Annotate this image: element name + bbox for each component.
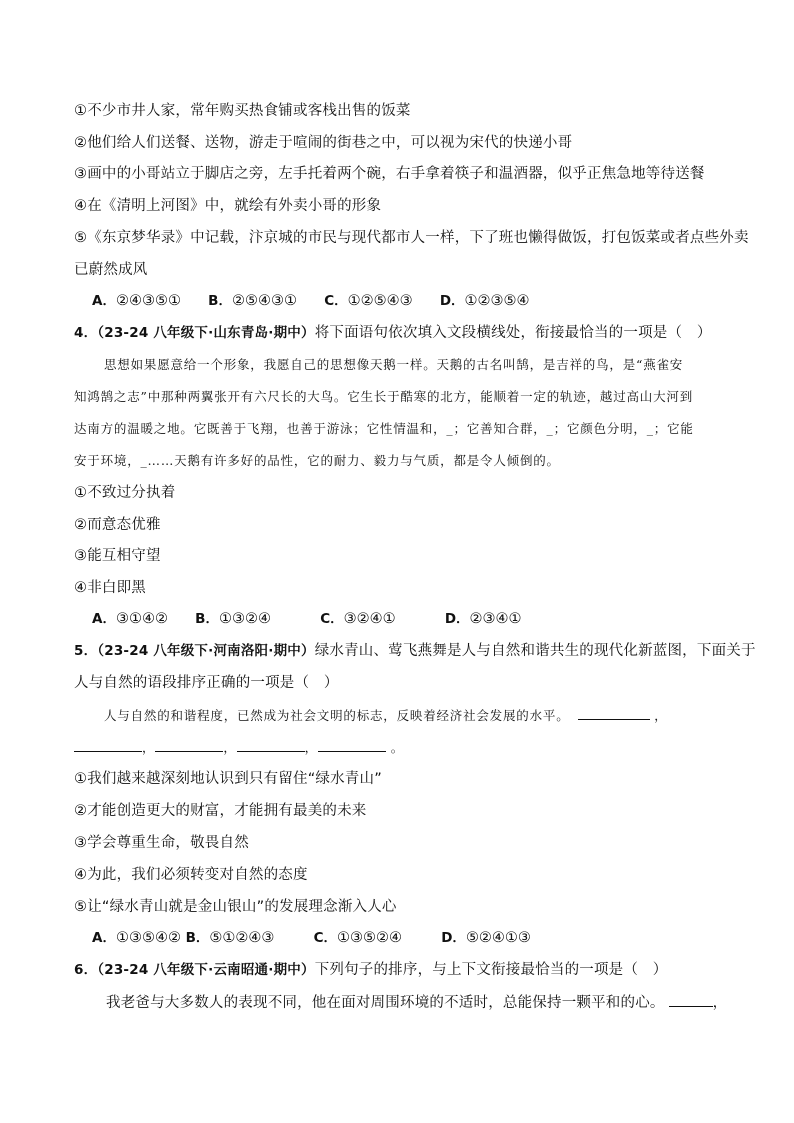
q5-item-3: ③学会尊重生命，敬畏自然 bbox=[74, 835, 249, 851]
q6-stem bbox=[74, 960, 668, 980]
q3-choice-d[interactable]: D．①②③⑤④ bbox=[439, 293, 530, 309]
q5-stem bbox=[74, 641, 756, 661]
q4-choice-a[interactable]: A．③①④② bbox=[92, 611, 168, 627]
q5-source: （23-24 八年级下·河南洛阳·期中） bbox=[97, 643, 315, 659]
q4-choice-c[interactable]: C．③②④① bbox=[320, 611, 396, 627]
q3-item-5: ⑤《东京梦华录》中记载，汴京城的市民与现代都市人一样，下了班也懒得做饭，打包饭菜或者点些外卖 bbox=[74, 230, 749, 246]
q6-question: 下列句子的排序，与上下文衔接最恰当的一项是（ ） bbox=[314, 962, 668, 978]
q5-blank-4[interactable] bbox=[237, 737, 305, 752]
q3-item-1: ①不少市井人家，常年购买热食铺或客栈出售的饭菜 bbox=[74, 103, 411, 119]
q5-passage: 人与自然的和谐程度，已然成为社会文明的标志，反映着经济社会发展的水平。 ， bbox=[104, 705, 668, 726]
q5-blank-1[interactable] bbox=[578, 705, 650, 720]
q4-passage-line-4: 安于环境，_……天鹅有许多好的品性，它的耐力、毅力与气质，都是令人倾倒的。 bbox=[74, 453, 560, 468]
q5-blanks-row: ， ， ， 。 bbox=[74, 737, 404, 758]
q5-item-1: ①我们越来越深刻地认识到只有留住“绿水青山” bbox=[74, 771, 382, 787]
q4-item-3: ③能互相守望 bbox=[74, 548, 161, 564]
q5-stem-continued: 人与自然的语段排序正确的一项是（ ） bbox=[74, 675, 339, 691]
q5-choice-c[interactable]: C．①③⑤②④ bbox=[313, 930, 402, 946]
q5-choice-d[interactable]: D．⑤②④①③ bbox=[441, 930, 531, 946]
q5-choices bbox=[92, 928, 531, 948]
q5-choice-b[interactable]: B．⑤①②④③ bbox=[185, 930, 275, 946]
q5-blank-5[interactable] bbox=[318, 737, 386, 752]
q4-passage-line-1: 思想如果愿意给一个形象，我愿自己的思想像天鹅一样。天鹅的古名叫鹄，是吉祥的鸟，是“燕雀安 bbox=[104, 357, 684, 372]
q6-source: （23-24 八年级下·云南昭通·期中） bbox=[97, 962, 315, 978]
q3-item-3: ③画中的小哥站立于脚店之旁，左手托着两个碗，右手拿着筷子和温酒器，似乎正焦急地等待送餐 bbox=[74, 166, 705, 182]
q3-choices bbox=[92, 291, 530, 311]
q3-choice-a[interactable]: A．②④③⑤① bbox=[92, 293, 181, 309]
q5-blank-3[interactable] bbox=[155, 737, 223, 752]
q6-passage: 我老爸与大多数人的表现不同，他在面对周围环境的不适时，总能保持一颗平和的心。 ， bbox=[106, 992, 727, 1013]
q4-choices bbox=[92, 609, 522, 629]
q3-item-4: ④在《清明上河图》中，就绘有外卖小哥的形象 bbox=[74, 198, 382, 214]
q4-source: （23-24 八年级下·山东青岛·期中） bbox=[97, 325, 315, 341]
q4-choice-b[interactable]: B．①③②④ bbox=[195, 611, 271, 627]
q3-choice-c[interactable]: C．①②⑤④③ bbox=[324, 293, 413, 309]
q4-item-4: ④非白即黑 bbox=[74, 580, 146, 596]
q4-passage-line-2: 知鸿鹄之志”中那种两翼张开有六尺长的大鸟。它生长于酷寒的北方，能顺着一定的轨迹，越过高山大河到 bbox=[74, 389, 693, 404]
q5-question: 绿水青山、莺飞燕舞是人与自然和谐共生的现代化新蓝图，下面关于 bbox=[314, 643, 756, 659]
q5-number: 5． bbox=[74, 643, 98, 659]
q3-item-2: ②他们给人们送餐、送物，游走于喧闹的街巷之中，可以视为宋代的快递小哥 bbox=[74, 135, 573, 151]
q5-item-2: ②才能创造更大的财富，才能拥有最美的未来 bbox=[74, 803, 367, 819]
q5-item-5: ⑤让“绿水青山就是金山银山”的发展理念渐入人心 bbox=[74, 899, 397, 915]
q5-item-4: ④为此，我们必须转变对自然的态度 bbox=[74, 867, 308, 883]
q6-number: 6． bbox=[74, 962, 98, 978]
q4-choice-d[interactable]: D．②③④① bbox=[444, 611, 522, 627]
q3-choice-b[interactable]: B．②⑤④③① bbox=[208, 293, 297, 309]
q6-blank-1[interactable] bbox=[669, 992, 713, 1007]
q5-choice-a[interactable]: A．①③⑤④② bbox=[92, 930, 181, 946]
q4-item-1: ①不致过分执着 bbox=[74, 485, 176, 501]
q4-number: 4． bbox=[74, 325, 98, 341]
q4-item-2: ②而意态优雅 bbox=[74, 517, 161, 533]
q5-blank-2[interactable] bbox=[74, 737, 142, 752]
q4-passage-line-3: 达南方的温暖之地。它既善于飞翔，也善于游泳；它性情温和，_；它善知合群，_；它颜色分明，_；它能 bbox=[74, 421, 694, 436]
q4-stem bbox=[74, 323, 712, 343]
q3-item-5-continued: 已蔚然成风 bbox=[74, 262, 148, 278]
q4-question: 将下面语句依次填入文段横线处，衔接最恰当的一项是（ ） bbox=[314, 325, 712, 341]
